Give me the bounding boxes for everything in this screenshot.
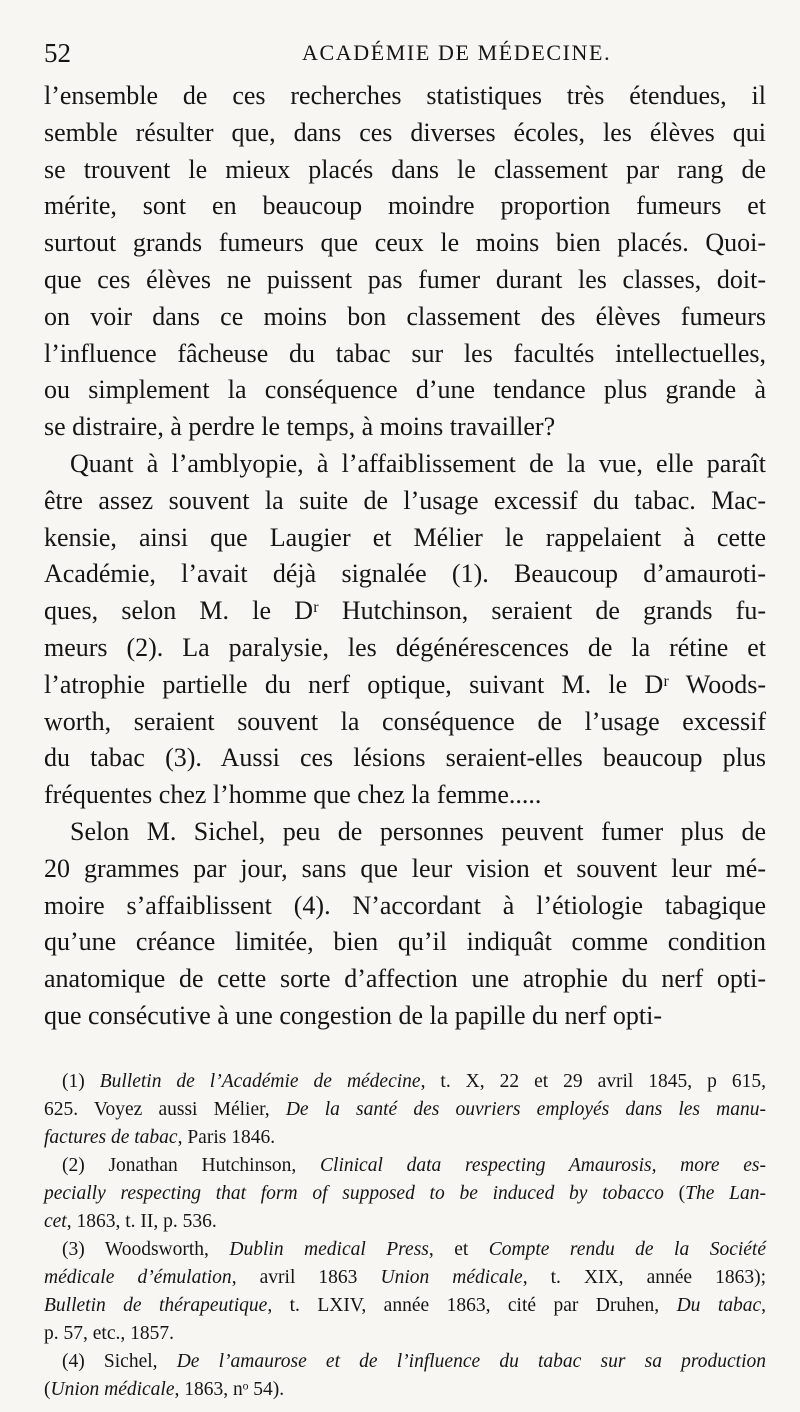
- body-line: qu’une créance limitée, bien qu’il indiquât comme condition: [44, 927, 766, 957]
- footnote-line: 625. Voyez aussi Mélier, De la santé des ouvriers employés dans les manu-: [44, 1099, 766, 1120]
- body-line: Quant à l’amblyopie, à l’affaiblissement de la vue, elle paraît: [70, 448, 766, 478]
- footnote-line: factures de tabac, Paris 1846.: [44, 1127, 276, 1148]
- footnote-italic-text: De la santé des ouvriers employés dans les manu-: [285, 1099, 766, 1120]
- footnote-italic-text: De l’amaurose et de l’influence du tabac sur sa production: [176, 1351, 766, 1372]
- body-line: du tabac (3). Aussi ces lésions seraient-elles beaucoup plus: [44, 743, 766, 773]
- page-header: [44, 36, 764, 70]
- footnote-line: Bulletin de thérapeutique, t. LXIV, année 1863, cité par Druhen, Du tabac,: [44, 1295, 767, 1316]
- footnote-line: (4) Sichel, De l’amaurose et de l’influence du tabac sur sa production: [62, 1351, 766, 1372]
- footnote-italic-text: The Lan-: [685, 1183, 766, 1204]
- footnote-italic-text: Dublin medical Press: [229, 1239, 429, 1260]
- body-line: semble résulter que, dans ces diverses écoles, les élèves qui: [44, 117, 766, 147]
- body-line: Académie, l’avait déjà signalée (1). Beaucoup d’amauroti-: [44, 559, 766, 589]
- footnote-italic-text: pecially respecting that form of supposed to be induced by tobacco: [44, 1183, 664, 1204]
- footnote-italic-text: cet: [44, 1211, 67, 1232]
- body-line: surtout grands fumeurs que ceux le moins bien placés. Quoi-: [44, 228, 766, 258]
- footnote-italic-text: médicale d’émulation: [44, 1267, 232, 1288]
- body-line: moire s’affaiblissent (4). N’accordant à l’étiologie tabagique: [44, 890, 766, 920]
- body-line: l’influence fâcheuse du tabac sur les facultés intellectuelles,: [44, 338, 766, 368]
- body-line: anatomique de cette sorte d’affection une atrophie du nerf opti-: [44, 964, 766, 994]
- footnote-italic-text: Compte rendu de la Société: [488, 1239, 766, 1260]
- body-line: Selon M. Sichel, peu de personnes peuvent fumer plus de: [70, 816, 766, 846]
- body-line: fréquentes chez l’homme que chez la femme.....: [44, 780, 542, 810]
- footnote-line: (Union médicale, 1863, nᵒ 54).: [44, 1379, 285, 1400]
- body-line: worth, seraient souvent la conséquence de l’usage excessif: [44, 706, 766, 736]
- footnotes: [44, 1068, 766, 1404]
- body-line: être assez souvent la suite de l’usage excessif du tabac. Mac-: [44, 485, 766, 515]
- body-line: se trouvent le mieux placés dans le classement par rang de: [44, 154, 766, 184]
- footnote-line: médicale d’émulation, avril 1863 Union médicale, t. XIX, année 1863);: [44, 1267, 767, 1288]
- body-line: 20 grammes par jour, sans que leur vision et souvent leur mé-: [44, 853, 766, 883]
- body-line: l’ensemble de ces recherches statistiques très étendues, il: [44, 81, 766, 110]
- running-title: ACADÉMIE DE MÉDECINE.: [302, 40, 612, 65]
- body-line: se distraire, à perdre le temps, à moins travailler?: [44, 412, 556, 442]
- footnote-line: p. 57, etc., 1857.: [44, 1323, 174, 1344]
- footnote-italic-text: Union médicale: [50, 1379, 175, 1400]
- footnote-italic-text: Bulletin de thérapeutique: [44, 1295, 268, 1316]
- body-text: [44, 78, 766, 1035]
- body-line: on voir dans ce moins bon classement des élèves fumeurs: [44, 301, 766, 331]
- body-line: mérite, sont en beaucoup moindre proportion fumeurs et: [44, 191, 766, 221]
- footnote-italic-text: Bulletin de l’Académie de médecine: [99, 1071, 421, 1092]
- page-number: 52: [44, 38, 71, 68]
- body-line: que consécutive à une congestion de la papille du nerf opti-: [44, 1000, 663, 1030]
- footnote-italic-text: Du tabac: [676, 1295, 762, 1316]
- body-line: meurs (2). La paralysie, les dégénérescences de la rétine et: [44, 632, 766, 662]
- body-line: que ces élèves ne puissent pas fumer durant les classes, doit-: [44, 264, 766, 294]
- body-line: l’atrophie partielle du nerf optique, suivant M. le Dʳ Woods-: [44, 669, 766, 699]
- footnote-italic-text: Union médicale: [380, 1267, 523, 1288]
- footnote-line: (2) Jonathan Hutchinson, Clinical data respecting Amaurosis, more es-: [62, 1155, 766, 1176]
- body-line: kensie, ainsi que Laugier et Mélier le rappelaient à cette: [44, 522, 766, 552]
- footnote-italic-text: factures de tabac: [44, 1127, 178, 1148]
- footnote-line: cet, 1863, t. II, p. 536.: [44, 1211, 217, 1232]
- body-line: ou simplement la conséquence d’une tendance plus grande à: [44, 375, 766, 405]
- footnote-italic-text: Clinical data respecting Amaurosis, more es-: [320, 1155, 766, 1176]
- footnote-line: pecially respecting that form of supposed to be induced by tobacco (The Lan-: [44, 1183, 766, 1204]
- body-line: ques, selon M. le Dʳ Hutchinson, seraient de grands fu-: [44, 596, 766, 626]
- footnote-line: (1) Bulletin de l’Académie de médecine, t. X, 22 et 29 avril 1845, p 615,: [62, 1071, 766, 1092]
- footnote-line: (3) Woodsworth, Dublin medical Press, et Compte rendu de la Société: [62, 1239, 766, 1260]
